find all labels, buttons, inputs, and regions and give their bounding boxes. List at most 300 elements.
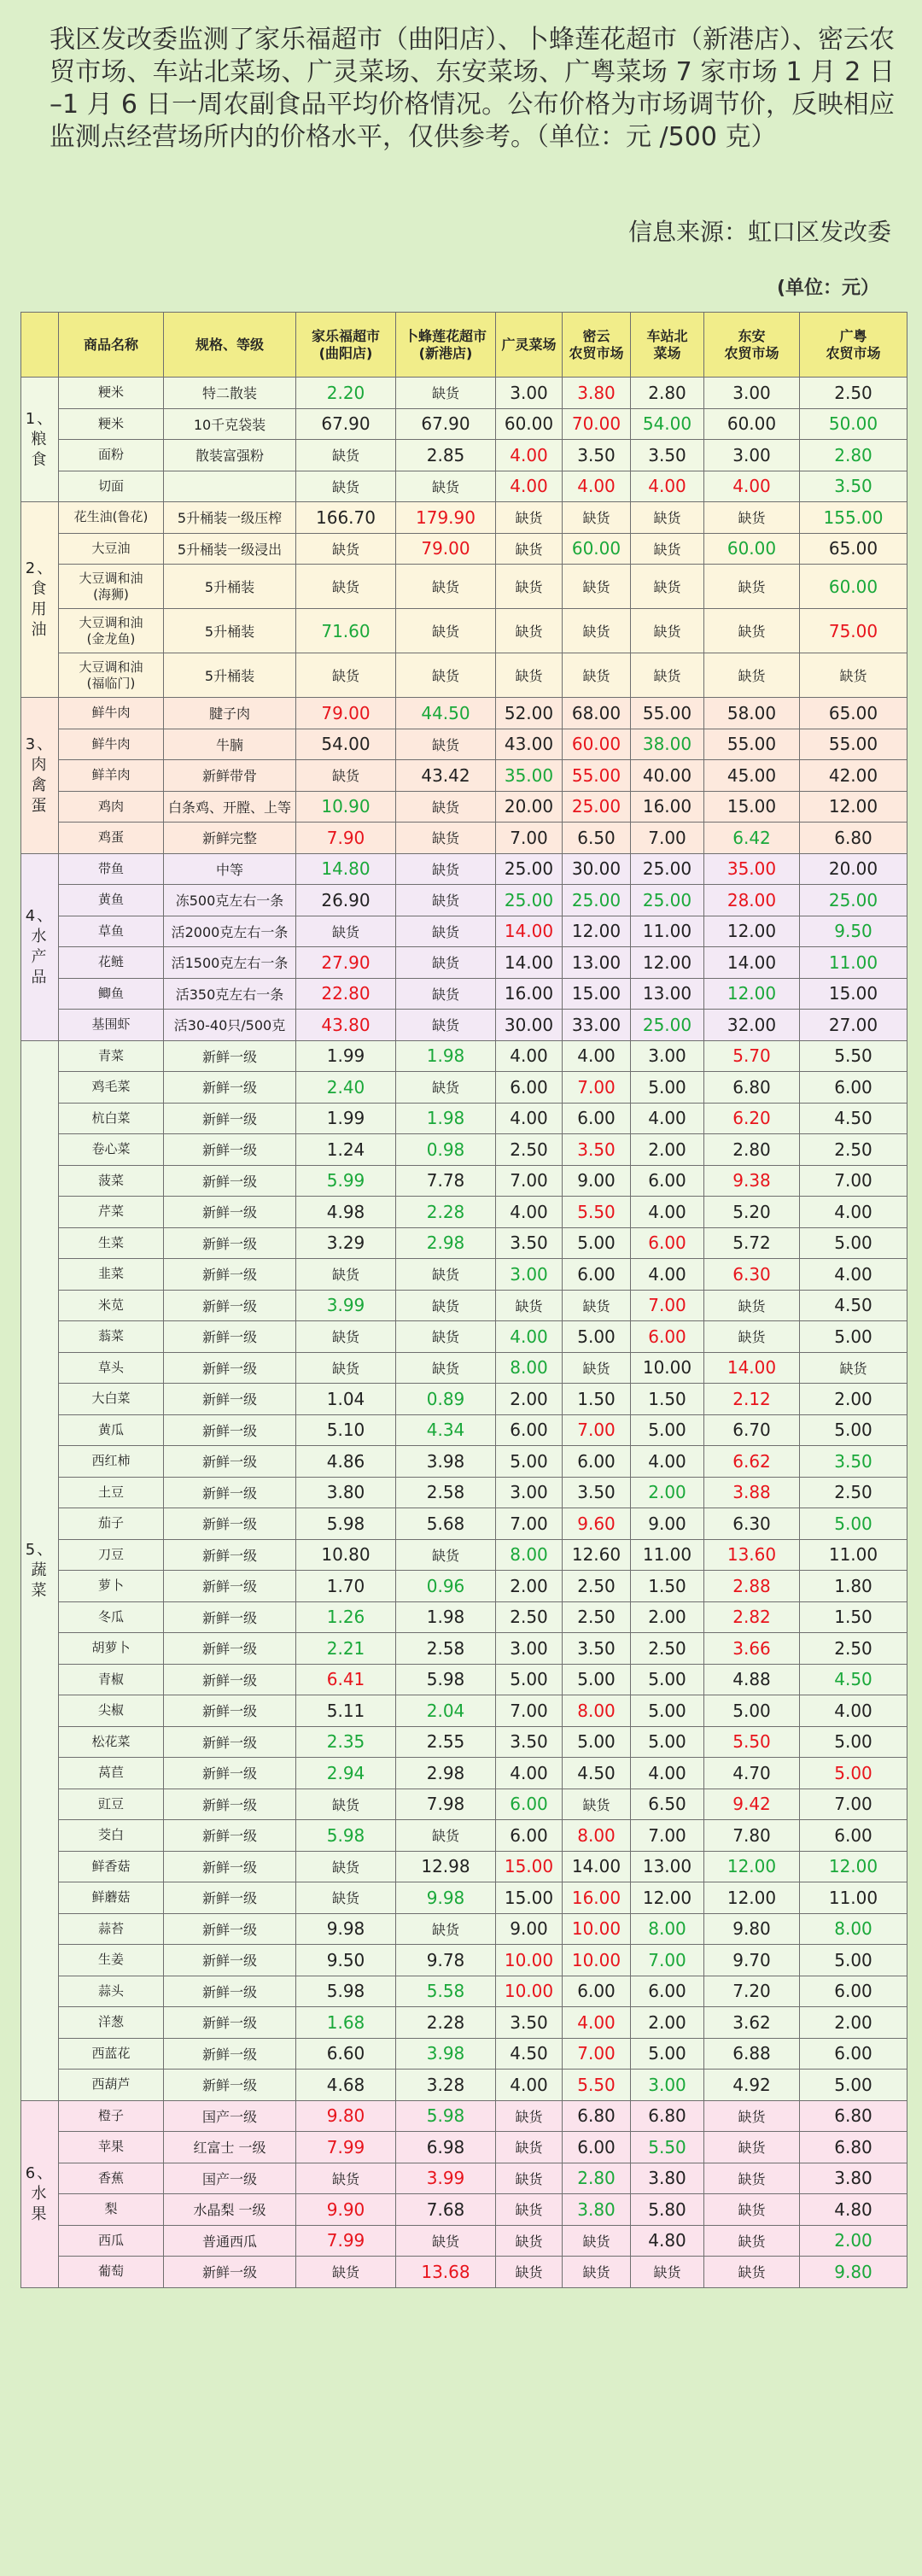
item-name: 大豆调和油 (金龙鱼): [59, 609, 164, 653]
price-cell: 2.00: [631, 1477, 704, 1508]
price-cell: 7.00: [631, 1820, 704, 1852]
item-name: 鲜羊肉: [59, 760, 164, 792]
item-spec: 红富士 一级: [164, 2132, 296, 2163]
price-cell: 4.00: [496, 471, 563, 502]
price-cell: 缺货: [396, 853, 496, 885]
price-cell: 6.41: [296, 1664, 396, 1695]
price-cell: 3.00: [631, 2070, 704, 2101]
header-cell: 卜蜂莲花超市 (新港店): [396, 313, 496, 378]
price-cell: 3.98: [396, 2038, 496, 2070]
price-cell: 9.80: [800, 2257, 907, 2288]
price-cell: 4.34: [396, 1414, 496, 1446]
price-cell: 12.00: [631, 947, 704, 979]
item-name: 鲜蘑菇: [59, 1882, 164, 1914]
price-cell: 缺货: [563, 2257, 631, 2288]
price-cell: 2.58: [396, 1477, 496, 1508]
item-spec: 新鲜一级: [164, 1414, 296, 1446]
price-cell: 缺货: [396, 1820, 496, 1852]
item-spec: 新鲜一级: [164, 1851, 296, 1882]
price-cell: 2.50: [800, 1477, 907, 1508]
category-label: 6、 水 果: [21, 2100, 59, 2287]
price-cell: 2.98: [396, 1227, 496, 1259]
price-cell: 4.00: [496, 1040, 563, 1072]
table-row: [21, 653, 907, 698]
price-cell: 38.00: [631, 729, 704, 760]
item-spec: 活350克左右一条: [164, 978, 296, 1010]
item-spec: 10千克袋装: [164, 408, 296, 440]
category-label: 2、 食 用 油: [21, 502, 59, 698]
price-cell: 6.00: [631, 1165, 704, 1197]
price-cell: 缺货: [296, 1321, 396, 1353]
price-cell: 缺货: [496, 2100, 563, 2132]
item-spec: 白条鸡、开膛、上等: [164, 791, 296, 823]
price-cell: 缺货: [496, 565, 563, 609]
price-cell: 25.00: [563, 885, 631, 916]
price-cell: 4.86: [296, 1446, 396, 1478]
price-cell: 54.00: [296, 729, 396, 760]
item-name: 菠菜: [59, 1165, 164, 1197]
price-cell: 10.00: [631, 1352, 704, 1384]
price-cell: 16.00: [496, 978, 563, 1010]
table-row: [21, 1976, 907, 2007]
item-spec: 新鲜一级: [164, 1446, 296, 1478]
price-cell: 4.50: [800, 1103, 907, 1134]
item-spec: [164, 471, 296, 502]
price-cell: 60.00: [563, 729, 631, 760]
item-spec: 新鲜一级: [164, 1664, 296, 1695]
item-name: 茭白: [59, 1820, 164, 1852]
price-cell: 8.00: [800, 1913, 907, 1945]
table-row: [21, 1820, 907, 1852]
item-name: 胡萝卜: [59, 1633, 164, 1665]
price-cell: 10.00: [496, 1945, 563, 1976]
price-cell: 3.50: [563, 1633, 631, 1665]
price-cell: 2.40: [296, 1072, 396, 1104]
item-name: 蓊菜: [59, 1321, 164, 1353]
price-cell: 2.80: [631, 378, 704, 409]
item-name: 松花菜: [59, 1726, 164, 1758]
price-cell: 14.80: [296, 853, 396, 885]
price-cell: 16.00: [563, 1882, 631, 1914]
price-cell: 缺货: [396, 471, 496, 502]
category-label: 4、 水 产 品: [21, 853, 59, 1040]
price-cell: 3.80: [563, 378, 631, 409]
price-table: [20, 312, 907, 2288]
item-name: 莴苣: [59, 1758, 164, 1789]
price-cell: 79.00: [296, 698, 396, 729]
price-cell: 50.00: [800, 408, 907, 440]
price-cell: 43.80: [296, 1010, 396, 1041]
price-cell: 6.00: [563, 1446, 631, 1478]
price-cell: 5.00: [800, 1321, 907, 1353]
price-cell: 缺货: [800, 653, 907, 698]
price-cell: 0.98: [396, 1134, 496, 1166]
price-cell: 缺货: [396, 2225, 496, 2257]
price-cell: 3.80: [563, 2194, 631, 2226]
item-spec: 新鲜一级: [164, 1197, 296, 1228]
price-cell: 4.00: [496, 1103, 563, 1134]
item-spec: 新鲜一级: [164, 1539, 296, 1571]
price-cell: 1.80: [800, 1571, 907, 1602]
table-row: [21, 698, 907, 729]
table-row: [21, 1165, 907, 1197]
table-row: [21, 378, 907, 409]
price-cell: 25.00: [496, 885, 563, 916]
price-cell: 14.00: [496, 916, 563, 947]
price-cell: 15.00: [496, 1882, 563, 1914]
item-spec: 特二散装: [164, 378, 296, 409]
price-cell: 5.98: [396, 1664, 496, 1695]
price-cell: 65.00: [800, 698, 907, 729]
item-spec: 5升桶装: [164, 653, 296, 698]
price-cell: 1.04: [296, 1384, 396, 1415]
price-cell: 27.90: [296, 947, 396, 979]
price-cell: 2.50: [496, 1134, 563, 1166]
price-cell: 11.00: [800, 1882, 907, 1914]
price-cell: 5.00: [800, 1758, 907, 1789]
table-row: [21, 1103, 907, 1134]
price-cell: 3.62: [704, 2007, 800, 2039]
price-cell: 8.00: [631, 1913, 704, 1945]
price-cell: 5.00: [563, 1664, 631, 1695]
price-cell: 6.00: [631, 1976, 704, 2007]
price-cell: 2.58: [396, 1633, 496, 1665]
price-cell: 7.98: [396, 1789, 496, 1820]
price-cell: 8.00: [496, 1539, 563, 1571]
price-cell: 60.00: [496, 408, 563, 440]
price-cell: 7.00: [496, 1165, 563, 1197]
price-cell: 缺货: [496, 609, 563, 653]
price-cell: 25.00: [563, 791, 631, 823]
item-spec: 新鲜一级: [164, 1726, 296, 1758]
table-row: [21, 1352, 907, 1384]
table-row: [21, 1227, 907, 1259]
price-cell: 9.98: [296, 1913, 396, 1945]
price-cell: 8.00: [563, 1820, 631, 1852]
price-cell: 4.00: [496, 440, 563, 471]
table-row: [21, 1758, 907, 1789]
price-cell: 3.80: [800, 2163, 907, 2194]
item-name: 大豆调和油 (海狮): [59, 565, 164, 609]
price-cell: 3.00: [496, 1259, 563, 1291]
price-cell: 2.80: [704, 1134, 800, 1166]
table-row: [21, 1601, 907, 1633]
item-name: 鲫鱼: [59, 978, 164, 1010]
item-spec: 新鲜一级: [164, 1976, 296, 2007]
price-table-body: [21, 378, 907, 2288]
table-row: [21, 853, 907, 885]
price-cell: 缺货: [563, 609, 631, 653]
price-cell: 7.20: [704, 1976, 800, 2007]
price-cell: 6.80: [631, 2100, 704, 2132]
price-cell: 11.00: [631, 1539, 704, 1571]
price-cell: 40.00: [631, 760, 704, 792]
category-label: 5、 蔬 菜: [21, 1040, 59, 2100]
price-cell: 25.00: [631, 1010, 704, 1041]
price-cell: 2.28: [396, 2007, 496, 2039]
price-cell: 2.94: [296, 1758, 396, 1789]
price-cell: 7.00: [631, 1290, 704, 1321]
price-cell: 5.58: [396, 1976, 496, 2007]
price-cell: 缺货: [396, 1010, 496, 1041]
item-spec: 5升桶装一级压榨: [164, 502, 296, 534]
header-cell: 规格、等级: [164, 313, 296, 378]
item-name: 米苋: [59, 1290, 164, 1321]
item-name: 香蕉: [59, 2163, 164, 2194]
price-cell: 缺货: [396, 1290, 496, 1321]
table-row: [21, 2225, 907, 2257]
price-cell: 9.70: [704, 1945, 800, 1976]
item-name: 生菜: [59, 1227, 164, 1259]
price-cell: 9.98: [396, 1882, 496, 1914]
item-name: 刀豆: [59, 1539, 164, 1571]
price-cell: 43.42: [396, 760, 496, 792]
price-cell: 2.35: [296, 1726, 396, 1758]
header-cell: 东安 农贸市场: [704, 313, 800, 378]
price-cell: 3.50: [631, 440, 704, 471]
item-spec: 新鲜一级: [164, 1695, 296, 1727]
price-cell: 2.85: [396, 440, 496, 471]
item-name: 大白菜: [59, 1384, 164, 1415]
item-name: 卷心菜: [59, 1134, 164, 1166]
price-cell: 缺货: [704, 2194, 800, 2226]
price-cell: 缺货: [296, 471, 396, 502]
price-cell: 4.80: [631, 2225, 704, 2257]
price-cell: 缺货: [296, 2257, 396, 2288]
price-cell: 14.00: [704, 1352, 800, 1384]
table-row: [21, 947, 907, 979]
price-cell: 4.00: [496, 1197, 563, 1228]
price-cell: 5.50: [631, 2132, 704, 2163]
price-cell: 12.00: [704, 1882, 800, 1914]
price-cell: 10.80: [296, 1539, 396, 1571]
table-row: [21, 729, 907, 760]
price-cell: 5.98: [396, 2100, 496, 2132]
price-cell: 9.60: [563, 1508, 631, 1540]
item-name: 大豆调和油 (福临门): [59, 653, 164, 698]
price-cell: 70.00: [563, 408, 631, 440]
price-cell: 6.88: [704, 2038, 800, 2070]
price-cell: 2.00: [631, 2007, 704, 2039]
item-name: 西蓝花: [59, 2038, 164, 2070]
price-cell: 缺货: [396, 1321, 496, 1353]
item-name: 青椒: [59, 1664, 164, 1695]
price-cell: 缺货: [704, 1290, 800, 1321]
item-spec: 活30-40只/500克: [164, 1010, 296, 1041]
price-cell: 5.00: [631, 1072, 704, 1104]
price-cell: 2.50: [800, 1633, 907, 1665]
price-cell: 缺货: [631, 609, 704, 653]
price-cell: 7.00: [563, 1414, 631, 1446]
price-cell: 缺货: [296, 1882, 396, 1914]
price-cell: 4.00: [496, 1321, 563, 1353]
price-cell: 5.50: [563, 1197, 631, 1228]
item-name: 粳米: [59, 378, 164, 409]
item-name: 橙子: [59, 2100, 164, 2132]
price-cell: 4.50: [563, 1758, 631, 1789]
price-cell: 5.00: [631, 1664, 704, 1695]
price-cell: 13.00: [631, 1851, 704, 1882]
price-cell: 25.00: [800, 885, 907, 916]
price-cell: 缺货: [496, 2163, 563, 2194]
price-cell: 2.04: [396, 1695, 496, 1727]
price-cell: 1.26: [296, 1601, 396, 1633]
table-row: [21, 2194, 907, 2226]
item-name: 鲜牛肉: [59, 729, 164, 760]
price-cell: 155.00: [800, 502, 907, 534]
price-cell: 2.00: [800, 1384, 907, 1415]
price-cell: 5.00: [631, 1695, 704, 1727]
price-cell: 缺货: [631, 653, 704, 698]
price-cell: 4.00: [631, 1259, 704, 1291]
price-cell: 1.70: [296, 1571, 396, 1602]
price-cell: 缺货: [563, 653, 631, 698]
price-cell: 5.00: [631, 1726, 704, 1758]
price-cell: 7.80: [704, 1820, 800, 1852]
price-cell: 2.21: [296, 1633, 396, 1665]
table-row: [21, 1384, 907, 1415]
price-cell: 1.98: [396, 1040, 496, 1072]
price-cell: 15.00: [704, 791, 800, 823]
price-cell: 1.50: [800, 1601, 907, 1633]
item-name: 西葫芦: [59, 2070, 164, 2101]
item-spec: 新鲜一级: [164, 1758, 296, 1789]
item-name: 花鲢: [59, 947, 164, 979]
price-cell: 32.00: [704, 1010, 800, 1041]
item-name: 带鱼: [59, 853, 164, 885]
price-cell: 67.90: [396, 408, 496, 440]
price-cell: 9.00: [563, 1165, 631, 1197]
table-row: [21, 533, 907, 565]
price-cell: 3.80: [631, 2163, 704, 2194]
item-spec: 冻500克左右一条: [164, 885, 296, 916]
item-spec: 新鲜一级: [164, 2070, 296, 2101]
price-cell: 4.80: [800, 2194, 907, 2226]
price-cell: 12.00: [800, 1851, 907, 1882]
price-cell: 25.00: [631, 853, 704, 885]
price-cell: 缺货: [800, 1352, 907, 1384]
price-cell: 3.28: [396, 2070, 496, 2101]
price-cell: 4.00: [631, 1197, 704, 1228]
intro-paragraph: 我区发改委监测了家乐福超市（曲阳店）、卜蜂莲花超市（新港店）、密云农贸市场、车站北菜场、广灵菜场、东安菜场、广粤菜场 7 家市场 1 月 2 日 –1 月 6 日一周农副食品平均价格情况。公布价格为市场调节价，反映相应监测点经营场所内的价格水平，仅供参考。（单位：元 /500 克）: [50, 25, 895, 152]
price-cell: 3.50: [800, 1446, 907, 1478]
table-row: [21, 502, 907, 534]
price-cell: 54.00: [631, 408, 704, 440]
price-cell: 5.68: [396, 1508, 496, 1540]
item-name: 葡萄: [59, 2257, 164, 2288]
item-spec: 国产一级: [164, 2100, 296, 2132]
item-spec: 新鲜一级: [164, 1945, 296, 1976]
price-cell: 2.20: [296, 378, 396, 409]
price-cell: 5.99: [296, 1165, 396, 1197]
header-cell: 商品名称: [59, 313, 164, 378]
price-cell: 1.98: [396, 1103, 496, 1134]
price-cell: 缺货: [563, 502, 631, 534]
price-cell: 179.90: [396, 502, 496, 534]
price-cell: 10.90: [296, 791, 396, 823]
item-spec: 活1500克左右一条: [164, 947, 296, 979]
price-cell: 2.00: [631, 1601, 704, 1633]
item-spec: 5升桶装: [164, 609, 296, 653]
price-cell: 6.80: [704, 1072, 800, 1104]
price-cell: 6.00: [631, 1227, 704, 1259]
price-cell: 缺货: [496, 2132, 563, 2163]
price-cell: 6.50: [563, 823, 631, 854]
price-cell: 6.00: [496, 1072, 563, 1104]
price-cell: 6.00: [496, 1414, 563, 1446]
price-cell: 5.00: [800, 2070, 907, 2101]
price-cell: 6.00: [800, 1072, 907, 1104]
price-cell: 缺货: [396, 1259, 496, 1291]
price-cell: 5.00: [800, 1414, 907, 1446]
header-row: [21, 313, 907, 378]
price-cell: 5.00: [800, 1726, 907, 1758]
item-spec: 新鲜一级: [164, 1571, 296, 1602]
price-cell: 缺货: [396, 916, 496, 947]
price-cell: 缺货: [396, 653, 496, 698]
price-cell: 12.00: [704, 978, 800, 1010]
item-name: 萝卜: [59, 1571, 164, 1602]
item-name: 基围虾: [59, 1010, 164, 1041]
price-cell: 缺货: [704, 1321, 800, 1353]
item-spec: 新鲜一级: [164, 1789, 296, 1820]
price-cell: 5.00: [563, 1321, 631, 1353]
item-name: 青菜: [59, 1040, 164, 1072]
price-cell: 4.00: [563, 471, 631, 502]
price-cell: 4.00: [496, 1758, 563, 1789]
item-name: 西瓜: [59, 2225, 164, 2257]
price-cell: 缺货: [563, 2225, 631, 2257]
price-cell: 7.99: [296, 2132, 396, 2163]
price-cell: 67.90: [296, 408, 396, 440]
price-cell: 3.00: [704, 378, 800, 409]
item-name: 蒜头: [59, 1976, 164, 2007]
price-cell: 缺货: [496, 2257, 563, 2288]
price-cell: 0.89: [396, 1384, 496, 1415]
price-cell: 缺货: [704, 565, 800, 609]
item-spec: 国产一级: [164, 2163, 296, 2194]
price-cell: 9.80: [296, 2100, 396, 2132]
price-cell: 12.60: [563, 1539, 631, 1571]
price-cell: 缺货: [296, 916, 396, 947]
price-cell: 52.00: [496, 698, 563, 729]
price-cell: 缺货: [296, 533, 396, 565]
price-cell: 6.20: [704, 1103, 800, 1134]
price-cell: 缺货: [296, 1352, 396, 1384]
price-cell: 43.00: [496, 729, 563, 760]
price-cell: 7.00: [496, 1508, 563, 1540]
category-label: 1、 粮 食: [21, 378, 59, 502]
item-spec: 新鲜带骨: [164, 760, 296, 792]
item-name: 黄瓜: [59, 1414, 164, 1446]
price-cell: 1.99: [296, 1103, 396, 1134]
price-cell: 缺货: [396, 729, 496, 760]
price-cell: 25.00: [631, 885, 704, 916]
price-cell: 9.78: [396, 1945, 496, 1976]
price-cell: 缺货: [396, 823, 496, 854]
price-cell: 6.98: [396, 2132, 496, 2163]
header-cell: [21, 313, 59, 378]
price-cell: 3.99: [396, 2163, 496, 2194]
price-cell: 缺货: [396, 1072, 496, 1104]
price-cell: 5.00: [631, 2038, 704, 2070]
table-row: [21, 978, 907, 1010]
price-cell: 3.50: [496, 2007, 563, 2039]
price-cell: 15.00: [563, 978, 631, 1010]
item-spec: 牛腩: [164, 729, 296, 760]
price-cell: 20.00: [800, 853, 907, 885]
table-row: [21, 2007, 907, 2039]
